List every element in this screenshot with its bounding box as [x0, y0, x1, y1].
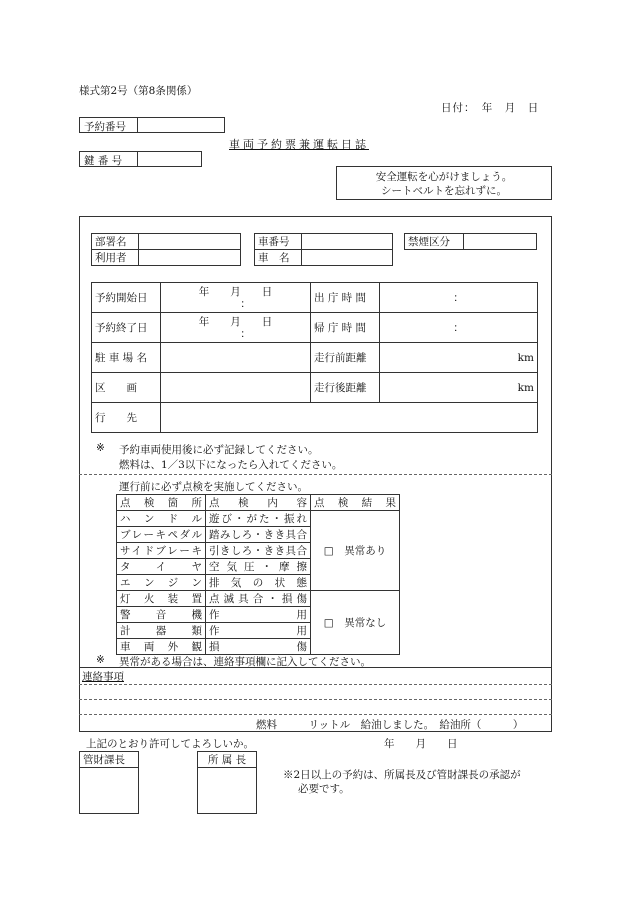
end-date-input[interactable] [161, 313, 311, 343]
smoking-table [404, 233, 537, 250]
inspection-part-4: タイヤ [117, 559, 206, 575]
inspection-part-7: 警音機 [117, 607, 206, 623]
approval-table [79, 751, 257, 814]
approval-statement: 上記のとおり許可してよろしいか。 [86, 738, 254, 750]
contact-top-border [79, 667, 552, 668]
approval-note-line2: 必要です。 [298, 783, 350, 795]
reservation-number-label: 予約番号 [80, 118, 138, 132]
after-distance-input[interactable] [380, 373, 538, 403]
result-normal-checkbox[interactable] [311, 591, 400, 655]
manager-seal-box[interactable] [80, 768, 139, 814]
contact-line-1[interactable] [79, 684, 552, 685]
key-number-field[interactable] [79, 151, 202, 167]
inspection-part-2: ブレーキペダル [117, 527, 206, 543]
inspection-part-6: 灯火装置 [117, 591, 206, 607]
contact-label: 連絡事項 [82, 671, 124, 683]
notes-mark: ※ [96, 442, 105, 454]
inspection-part-3: サイドブレーキ [117, 543, 206, 559]
approval-note-line1: ※2日以上の予約は、所属長及び管財課長の承認が [283, 769, 521, 781]
area-input[interactable] [161, 373, 311, 403]
reservation-number-field[interactable] [79, 117, 225, 133]
inspection-content-4: 空気圧・摩擦 [206, 559, 311, 575]
department-label: 部署名 [92, 234, 139, 250]
car-name-input[interactable] [302, 250, 393, 266]
inspection-intro: 運行前に必ず点検を実施してください。 [119, 481, 308, 493]
safety-notice-line1: 安全運転を心がけましょう。 [375, 171, 513, 183]
user-label: 利用者 [92, 250, 139, 266]
destination-input[interactable] [161, 403, 538, 433]
page-title: 車両予約票兼運転日誌 [229, 138, 369, 151]
inspection-header-content: 点 検 内 容 [206, 495, 311, 511]
safety-notice-line2: シートベルトを忘れずに。 [381, 185, 507, 197]
head-label: 所 属 長 [198, 752, 257, 768]
inspection-content-6: 点滅具合・損傷 [206, 591, 311, 607]
end-date-label: 予約終了日 [92, 313, 161, 343]
divider-dashed [79, 474, 552, 475]
after-distance-label: 走行後距離 [311, 373, 380, 403]
date-label: 日付： 年 月 日 [441, 102, 540, 114]
after-distance-unit: km [517, 381, 534, 394]
inspection-content-1: 遊び・がた・振れ [206, 511, 311, 527]
inspection-content-3: 引きしろ・きき具合 [206, 543, 311, 559]
depart-time-colon: ： [453, 292, 464, 304]
start-date-ymd: 年 月 日 [198, 285, 273, 298]
before-distance-unit: km [517, 351, 534, 364]
return-time-colon: ： [453, 322, 464, 334]
car-table [254, 233, 393, 266]
start-time-colon: ： [240, 297, 251, 310]
before-distance-input[interactable] [380, 343, 538, 373]
area-label: 区 画 [92, 373, 161, 403]
smoking-label: 禁煙区分 [405, 234, 464, 250]
inspection-content-5: 排気の状態 [206, 575, 311, 591]
inspection-table [116, 494, 400, 655]
end-date-ymd: 年 月 日 [198, 315, 273, 328]
fuel-line: 燃料 リットル 給油しました。 給油所（ ） [256, 719, 524, 731]
result-abnormal-label: □ 異常あり [323, 545, 387, 557]
inspection-header-part: 点 検 箇 所 [117, 495, 206, 511]
depart-time-label: 出 庁 時 間 [311, 283, 380, 313]
inspection-content-8: 作用 [206, 623, 311, 639]
schedule-table [91, 282, 538, 433]
inspection-part-8: 計器類 [117, 623, 206, 639]
department-input[interactable] [139, 234, 241, 250]
contact-line-3[interactable] [79, 714, 552, 715]
end-time-colon: ： [240, 327, 251, 340]
department-user-table [91, 233, 241, 266]
return-time-input[interactable] [380, 313, 538, 343]
form-number: 様式第2号（第8条関係） [79, 85, 198, 97]
inspection-part-1: ハンドル [117, 511, 206, 527]
notes-line2: 燃料は、1／3以下になったら入れてください。 [119, 459, 343, 471]
key-number-label: 鍵 番 号 [80, 152, 138, 166]
car-number-input[interactable] [302, 234, 393, 250]
destination-label: 行 先 [92, 403, 161, 433]
inspection-part-9: 車両外観 [117, 639, 206, 655]
head-seal-box[interactable] [198, 768, 257, 814]
inspection-footnote-mark: ※ [96, 654, 105, 666]
notes-line1: 予約車両使用後に必ず記録してください。 [119, 444, 319, 456]
result-normal-label: □ 異常なし [323, 617, 387, 629]
inspection-part-5: エンジン [117, 575, 206, 591]
inspection-header-result: 点 検 結 果 [311, 495, 400, 511]
parking-input[interactable] [161, 343, 311, 373]
contact-line-2[interactable] [79, 699, 552, 700]
safety-notice [336, 166, 552, 200]
smoking-input[interactable] [464, 234, 537, 250]
approval-date: 年 月 日 [384, 738, 458, 750]
parking-label: 駐 車 場 名 [92, 343, 161, 373]
manager-label: 管財課長 [80, 752, 139, 768]
user-input[interactable] [139, 250, 241, 266]
return-time-label: 帰 庁 時 間 [311, 313, 380, 343]
inspection-footnote: 異常がある場合は、連絡事項欄に記入してください。 [119, 656, 371, 668]
start-date-input[interactable] [161, 283, 311, 313]
inspection-content-2: 踏みしろ・きき具合 [206, 527, 311, 543]
car-number-label: 車番号 [255, 234, 302, 250]
car-name-label: 車 名 [255, 250, 302, 266]
result-abnormal-checkbox[interactable] [311, 511, 400, 591]
inspection-content-9: 損傷 [206, 639, 311, 655]
inspection-content-7: 作用 [206, 607, 311, 623]
before-distance-label: 走行前距離 [311, 343, 380, 373]
start-date-label: 予約開始日 [92, 283, 161, 313]
depart-time-input[interactable] [380, 283, 538, 313]
